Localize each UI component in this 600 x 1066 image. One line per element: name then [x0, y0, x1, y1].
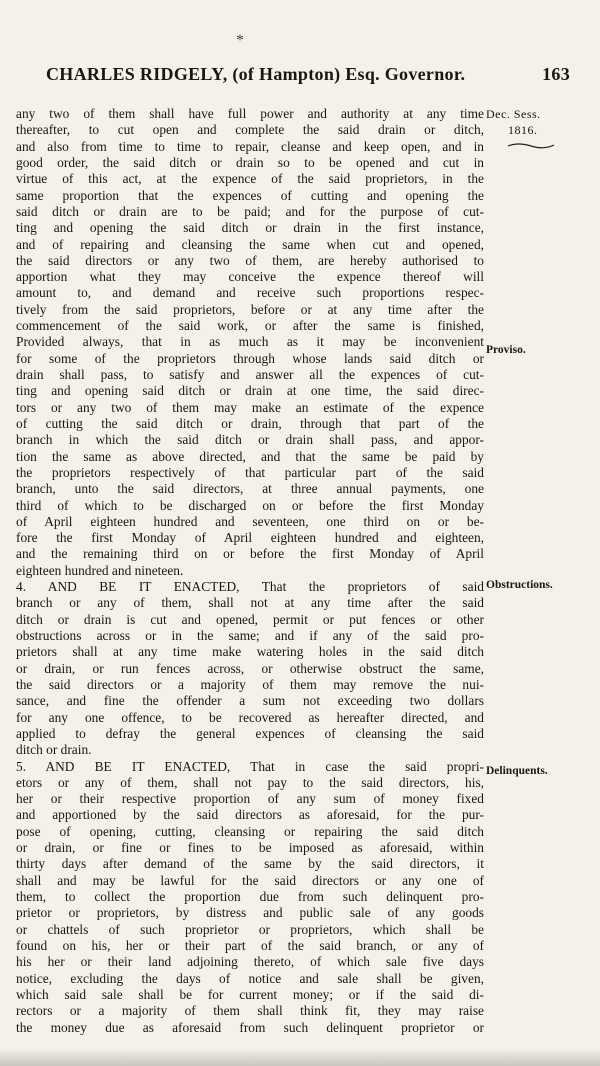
text-line: branch or any of them, shall not at any time after the said — [16, 595, 484, 611]
session-date-line1: Dec. Sess. — [486, 107, 541, 121]
page-title: CHARLES RIDGELY, (of Hampton) Esq. Governor. — [46, 64, 466, 84]
text-line: tion the same as above directed, and that the same be paid by — [16, 448, 484, 464]
text-line: thirty days after demand of the same by the said directors, it — [16, 856, 484, 872]
page-bottom-shadow — [0, 1048, 600, 1066]
text-line: which said sale shall be for current money; or if the said di- — [16, 986, 484, 1002]
text-line: ditch or drain is cut and opened, permit or put fences or other — [16, 611, 484, 627]
text-line: said ditch or drain are to be paid; and for the purpose of cut- — [16, 203, 484, 219]
text-line: or drain, or fine or fines to be imposed as aforesaid, within — [16, 840, 484, 856]
text-line: ting and opening said ditch or drain at one time, the said direc- — [16, 383, 484, 399]
text-line: the proprietors respectively of that particular part of the said — [16, 464, 484, 480]
text-line: third of which to be discharged on or before the first Monday — [16, 497, 484, 513]
text-line: Provided always, that in as much as it may be inconvenient — [16, 334, 484, 350]
text-line: for some of the proprietors through whose lands said ditch or — [16, 350, 484, 366]
text-line: good order, the said ditch or drain so to be opened and cut in — [16, 154, 484, 170]
text-line: 4. AND BE IT ENACTED, That the proprietors of said — [16, 579, 484, 595]
text-line: and the remaining third on or before the first Monday of April — [16, 546, 484, 562]
text-line: rectors or a majority of them shall think fit, they may raise — [16, 1003, 484, 1019]
text-line: shall and may be lawful for the said directors or any one of — [16, 872, 484, 888]
text-line: branch, unto the said directors, at three annual payments, one — [16, 481, 484, 497]
text-line: apportion what they may conceive the expence thereof will — [16, 269, 484, 285]
text-line: or chattels of such proprietor or proprietors, which shall be — [16, 921, 484, 937]
text-line: the said directors or any two of them, are hereby authorised to — [16, 252, 484, 268]
text-line: applied to defray the general expences of cleansing the said — [16, 725, 484, 741]
text-line: and apportioned by the said directors as aforesaid, for the pur- — [16, 807, 484, 823]
text-line: for any one offence, to be recovered as hereafter directed, and — [16, 709, 484, 725]
text-line: tors or any two of them may make an estimate of the expence — [16, 399, 484, 415]
text-line: pose of opening, cutting, cleansing or repairing the said ditch — [16, 823, 484, 839]
text-line: prietor or proprietors, by distress and public sale of any goods — [16, 905, 484, 921]
text-line: found on his, her or their part of the said branch, or any of — [16, 937, 484, 953]
text-line: drain shall pass, to satisfy and answer all the expences of cut- — [16, 367, 484, 382]
text-line: same proportion that the expences of cutting and opening the — [16, 187, 484, 203]
text-line: his her or their land adjoining thereto, of which sale five days — [16, 954, 484, 970]
session-date-note — [486, 106, 586, 138]
text-line: them, to collect the proportion due from such delinquent pro- — [16, 889, 484, 904]
text-line: notice, excluding the days of notice and sale shall be given, — [16, 970, 484, 986]
flourish-ornament — [506, 140, 556, 150]
text-line: ting and opening the said ditch or drain in the first instance, — [16, 220, 484, 236]
text-line: thereafter, to cut open and complete the said drain or ditch, — [16, 122, 484, 138]
text-line: of cutting the said ditch or drain, through that part of the — [16, 415, 484, 431]
text-line: tively from the said proprietors, before or at any time after the — [16, 301, 484, 317]
text-line: and also from time to time to repair, cleanse and keep open, and in — [16, 138, 484, 154]
text-line: any two of them shall have full power and authority at any time — [16, 106, 484, 121]
session-date-line2: 1816. — [508, 123, 538, 137]
margin-note-obstructions: Obstructions. — [486, 579, 553, 591]
text-line: 5. AND BE IT ENACTED, That in case the said propri- — [16, 758, 484, 774]
text-line: or drain, or run fences across, or otherwise obstruct the same, — [16, 660, 484, 676]
running-header — [34, 62, 574, 90]
text-line: amount to, and demand and receive such proportions respec- — [16, 285, 484, 301]
text-line: her or their respective proportion of any sum of money fixed — [16, 791, 484, 807]
text-line: of April eighteen hundred and seventeen, one third on or be- — [16, 513, 484, 529]
text-line: commencement of the said work, or after the same is finished, — [16, 318, 484, 334]
printer-mark: * — [236, 32, 244, 49]
text-line: branch in which the said ditch or drain shall pass, and appor- — [16, 432, 484, 448]
margin-note-proviso: Proviso. — [486, 344, 526, 356]
text-line: fore the first Monday of April eighteen hundred and eighteen, — [16, 530, 484, 546]
page-number: 163 — [542, 64, 570, 84]
text-line: the said directors or a majority of them may remove the nui- — [16, 676, 484, 692]
text-line: eighteen hundred and nineteen. — [16, 562, 184, 578]
text-line: prietors shall at any time make watering holes in the said ditch — [16, 644, 484, 660]
text-line: sance, and fine the offender a sum not exceeding two dollars — [16, 693, 484, 709]
text-line: ditch or drain. — [16, 742, 92, 758]
text-line: virtue of this act, at the expence of the said proprietors, in the — [16, 171, 484, 187]
statute-text — [16, 106, 484, 1036]
text-line: and of repairing and cleansing the same when cut and opened, — [16, 236, 484, 252]
text-line: obstructions across or in the same; and if any of the said pro- — [16, 628, 484, 643]
text-line: the money due as aforesaid from such delinquent proprietor or — [16, 1019, 484, 1035]
margin-note-delinquents: Delinquents. — [486, 765, 548, 777]
text-line: etors or any of them, shall not pay to the said directors, his, — [16, 774, 484, 790]
